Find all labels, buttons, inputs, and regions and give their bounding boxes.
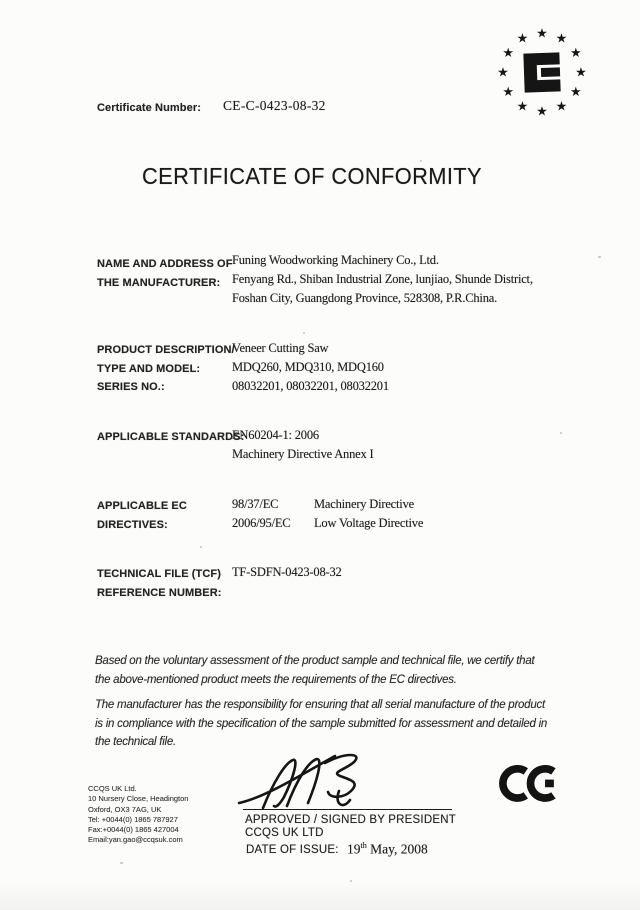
issuer-address-line: 10 Nursery Close, Headington bbox=[88, 794, 189, 804]
directive-name: Low Voltage Directive bbox=[314, 516, 424, 530]
eu-star-icon: ★ bbox=[555, 31, 568, 47]
directive-name: Machinery Directive bbox=[314, 497, 414, 511]
issuer-address-line: Oxford, OX3 7AG, UK bbox=[88, 804, 162, 814]
ce-mark-icon bbox=[499, 765, 565, 802]
eu-star-icon: ★ bbox=[516, 31, 529, 47]
product-label bbox=[97, 341, 235, 397]
standards-value bbox=[232, 426, 373, 464]
issuer-tel: Tel: +0044(0) 1865 787927 bbox=[88, 814, 178, 824]
directives-label-line: DIRECTIVES: bbox=[97, 518, 168, 531]
manufacturer-label bbox=[97, 255, 233, 292]
product-description: Veneer Cutting Saw bbox=[232, 341, 329, 355]
issuer-fax: Fax:+0044(0) 1865 427004 bbox=[88, 825, 179, 835]
eu-star-icon: ★ bbox=[516, 99, 529, 115]
standards-label bbox=[97, 428, 244, 447]
date-day: 19 bbox=[347, 841, 361, 857]
scan-speck bbox=[598, 256, 601, 258]
date-of-issue-value bbox=[347, 841, 428, 858]
date-rest: May, 2008 bbox=[366, 841, 428, 857]
eu-star-icon: ★ bbox=[497, 65, 509, 81]
technical-file-label bbox=[97, 565, 222, 602]
product-label-line: PRODUCT DESCRIPTION/ bbox=[97, 344, 235, 356]
directive-row bbox=[232, 495, 423, 514]
directive-row bbox=[232, 514, 423, 533]
manufacturer-label-line: NAME AND ADDRESS OF bbox=[97, 258, 233, 270]
eu-star-icon: ★ bbox=[569, 85, 582, 100]
date-of-issue-label: DATE OF ISSUE: bbox=[246, 844, 339, 856]
scan-speck bbox=[560, 432, 562, 434]
eu-star-icon: ★ bbox=[569, 46, 582, 61]
product-series-numbers: 08032201, 08032201, 08032201 bbox=[232, 379, 389, 393]
product-value bbox=[232, 339, 389, 396]
ce-mark bbox=[499, 765, 565, 802]
directives-label bbox=[97, 497, 187, 534]
scan-speck bbox=[516, 700, 518, 702]
eu-star-icon: ★ bbox=[555, 99, 568, 115]
manufacturer-label-line: THE MANUFACTURER: bbox=[97, 276, 221, 289]
issuer-email: Email:yan.gao@ccqsuk.com bbox=[88, 835, 183, 845]
signature-line bbox=[243, 795, 452, 810]
product-label-line: TYPE AND MODEL: bbox=[97, 362, 201, 375]
eu-star-icon: ★ bbox=[502, 85, 515, 100]
approved-by-line: APPROVED / SIGNED BY PRESIDENT bbox=[245, 814, 456, 826]
eu-star-icon: ★ bbox=[575, 65, 587, 81]
eu-stars-logo-svg bbox=[494, 25, 590, 121]
standards-label-line: APPLICABLE STANDARDS: bbox=[97, 431, 245, 443]
issuer-address-block bbox=[88, 784, 188, 846]
certificate-number-label: Certificate Number: bbox=[97, 102, 201, 114]
scan-speck bbox=[303, 332, 305, 334]
certification-statement: Based on the voluntary assessment of the product sample and technical file, we certify that the above-mentioned product meets the requirements of the EC directives. bbox=[95, 655, 535, 686]
scan-speck bbox=[420, 160, 422, 162]
standards-line: EN60204-1: 2006 bbox=[232, 428, 319, 442]
technical-file-label-line: TECHNICAL FILE (TCF) bbox=[97, 568, 222, 580]
stylized-e-icon bbox=[523, 52, 560, 92]
technical-file-value bbox=[232, 563, 342, 582]
eu-star-icon: ★ bbox=[536, 104, 548, 120]
product-label-line: SERIES NO.: bbox=[97, 381, 165, 394]
approver-org-line: CCQS UK LTD bbox=[245, 827, 324, 839]
directive-code: 98/37/EC bbox=[232, 497, 279, 511]
page-title: CERTIFICATE OF CONFORMITY bbox=[142, 163, 482, 189]
date-ordinal: th bbox=[360, 841, 367, 850]
standards-line: Machinery Directive Annex I bbox=[232, 447, 374, 461]
directive-code: 2006/95/EC bbox=[232, 516, 291, 530]
directives-label-line: APPLICABLE EC bbox=[97, 500, 187, 512]
manufacturer-name: Funing Woodworking Machinery Co., Ltd. bbox=[232, 253, 439, 267]
technical-file-label-line: REFERENCE NUMBER: bbox=[97, 586, 222, 599]
manufacturer-value bbox=[232, 251, 533, 308]
directives-value bbox=[232, 495, 423, 533]
eu-star-icon: ★ bbox=[502, 46, 515, 61]
eu-star-icon: ★ bbox=[536, 26, 548, 42]
manufacturer-address-line: Foshan City, Guangdong Province, 528308, P.R.China. bbox=[232, 291, 498, 305]
scan-speck bbox=[350, 880, 352, 882]
manufacturer-responsibility-statement: The manufacturer has the responsibility for ensuring that all serial manufacture of the product is in compliance with the specification of the sample submitted for assessment and detailed in the technical file. bbox=[95, 699, 548, 749]
manufacturer-address-line: Fenyang Rd., Shiban Industrial Zone, lunjiao, Shunde District, bbox=[232, 272, 533, 286]
scan-speck bbox=[120, 862, 123, 864]
issuer-name: CCQS UK Ltd. bbox=[88, 784, 137, 793]
product-models: MDQ260, MDQ310, MDQ160 bbox=[232, 360, 384, 374]
eu-stars-logo bbox=[494, 25, 590, 121]
technical-file-number: TF-SDFN-0423-08-32 bbox=[232, 565, 342, 579]
certificate-number-value: CE-C-0423-08-32 bbox=[223, 98, 326, 113]
scan-speck bbox=[200, 546, 202, 548]
